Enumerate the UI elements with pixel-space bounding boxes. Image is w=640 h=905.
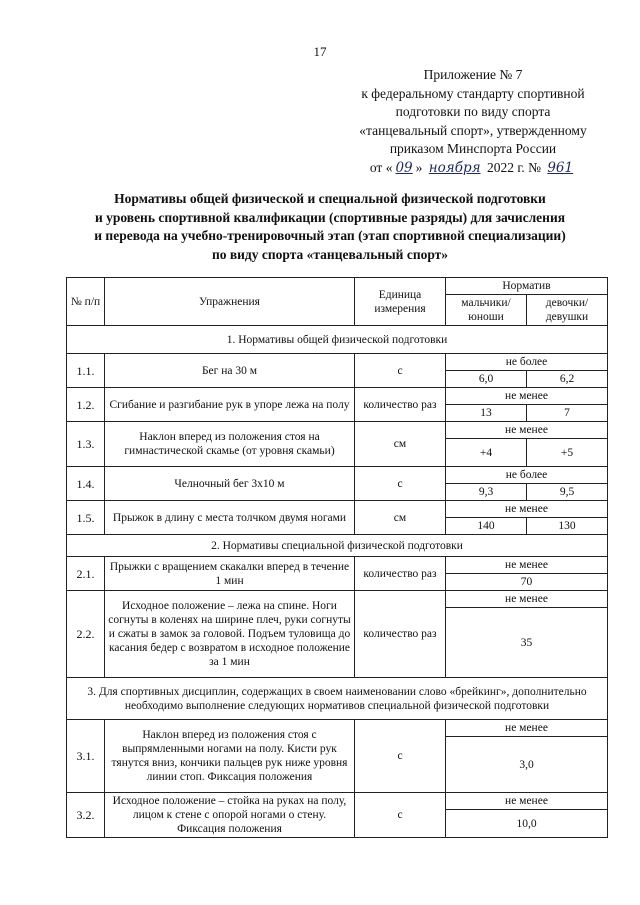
girls-value: 7 <box>527 405 608 422</box>
criterion-cell: не более <box>446 354 608 371</box>
exercise-cell: Бег на 30 м <box>105 354 355 388</box>
boys-value: 13 <box>446 405 527 422</box>
row-number: 1.1. <box>67 354 105 388</box>
criterion-cell: не менее <box>446 501 608 518</box>
date-mid: » <box>415 159 423 175</box>
criterion-cell: не менее <box>446 422 608 439</box>
criterion-cell: не менее <box>446 557 608 574</box>
girls-value: +5 <box>527 439 608 467</box>
header-girls: девочки/ девушки <box>527 295 608 326</box>
header-num: № п/п <box>67 278 105 326</box>
boys-value: +4 <box>446 439 527 467</box>
row-number: 1.2. <box>67 388 105 422</box>
annex-line: подготовки по виду спорта <box>395 104 551 119</box>
handwritten-month: ноября <box>428 159 481 176</box>
title-line: и уровень спортивной квалификации (спортивные разряды) для зачисления <box>94 209 566 225</box>
exercise-cell: Прыжки с вращением скакалки вперед в течение 1 мин <box>105 557 355 591</box>
header-unit: Единица измерения <box>355 278 446 326</box>
section-heading: 2. Нормативы специальной физической подготовки <box>67 535 608 557</box>
page-number: 17 <box>313 44 327 59</box>
criterion-cell: не менее <box>446 720 608 737</box>
title-line: Нормативы общей физической и специальной физической подготовки <box>114 191 546 206</box>
title-line: по виду спорта «танцевальный спорт» <box>211 246 449 262</box>
unit-cell: с <box>355 467 446 501</box>
combined-value: 70 <box>446 574 608 591</box>
row-number: 1.3. <box>67 422 105 467</box>
criterion-cell: не менее <box>446 591 608 608</box>
unit-cell: с <box>355 793 446 838</box>
combined-value: 10,0 <box>446 810 608 838</box>
exercise-cell: Прыжок в длину с места толчком двумя ногами <box>105 501 355 535</box>
combined-value: 3,0 <box>446 737 608 793</box>
row-number: 3.2. <box>67 793 105 838</box>
row-number: 1.5. <box>67 501 105 535</box>
criterion-cell: не менее <box>446 388 608 405</box>
boys-value: 6,0 <box>446 371 527 388</box>
section-heading: 3. Для спортивных дисциплин, содержащих в своем наименовании слово «брейкинг», дополнительно необходимо выполнение следующих нормативов специальной физической подготовки <box>67 678 608 720</box>
boys-value: 9,3 <box>446 484 527 501</box>
annex-line: к федеральному стандарту спортивной <box>361 85 585 101</box>
row-number: 2.1. <box>67 557 105 591</box>
boys-value: 140 <box>446 518 527 535</box>
exercise-cell: Наклон вперед из положения стоя на гимнастической скамье (от уровня скамьи) <box>105 422 355 467</box>
annex-block <box>343 66 603 177</box>
header-exercise: Упражнения <box>105 278 355 326</box>
annex-date-line <box>343 159 603 178</box>
girls-value: 6,2 <box>527 371 608 388</box>
date-prefix: от « <box>369 159 393 175</box>
handwritten-day: 09 <box>395 159 413 176</box>
combined-value: 35 <box>446 608 608 678</box>
row-number: 3.1. <box>67 720 105 793</box>
criterion-cell: не менее <box>446 793 608 810</box>
document-title <box>40 190 620 264</box>
row-number: 2.2. <box>67 591 105 678</box>
handwritten-order-number: 961 <box>547 159 574 176</box>
exercise-cell: Исходное положение – лежа на спине. Ноги согнуты в коленях на ширине плеч, руки согнуты и сжаты в замок за головой. Подъем туловища до касания бедер с возвратом в исходное положение за 1 мин <box>105 591 355 678</box>
unit-cell: см <box>355 422 446 467</box>
date-year: 2022 г. № <box>486 159 541 175</box>
exercise-cell: Исходное положение – стойка на руках на полу, лицом к стене с опорой ногами о стену. Фиксация положения <box>105 793 355 838</box>
annex-line: Приложение № 7 <box>423 67 523 82</box>
standards-table <box>66 277 608 838</box>
unit-cell: с <box>355 354 446 388</box>
title-line: и перевода на учебно-тренировочный этап (этап спортивной специализации) <box>94 228 566 243</box>
unit-cell: количество раз <box>355 388 446 422</box>
section-heading: 1. Нормативы общей физической подготовки <box>67 326 608 354</box>
criterion-cell: не более <box>446 467 608 484</box>
header-norm: Норматив <box>446 278 608 295</box>
row-number: 1.4. <box>67 467 105 501</box>
unit-cell: количество раз <box>355 557 446 591</box>
exercise-cell: Челночный бег 3х10 м <box>105 467 355 501</box>
girls-value: 9,5 <box>527 484 608 501</box>
exercise-cell: Наклон вперед из положения стоя с выпрямленными ногами на полу. Кисти рук тянутся вниз, кончики пальцев рук ниже уровня линии стоп. Фиксация положения <box>105 720 355 793</box>
girls-value: 130 <box>527 518 608 535</box>
unit-cell: см <box>355 501 446 535</box>
header-boys: мальчики/ юноши <box>446 295 527 326</box>
unit-cell: с <box>355 720 446 793</box>
unit-cell: количество раз <box>355 591 446 678</box>
exercise-cell: Сгибание и разгибание рук в упоре лежа на полу <box>105 388 355 422</box>
annex-line: «танцевальный спорт», утвержденному <box>359 122 587 138</box>
annex-line: приказом Минспорта России <box>389 141 557 156</box>
